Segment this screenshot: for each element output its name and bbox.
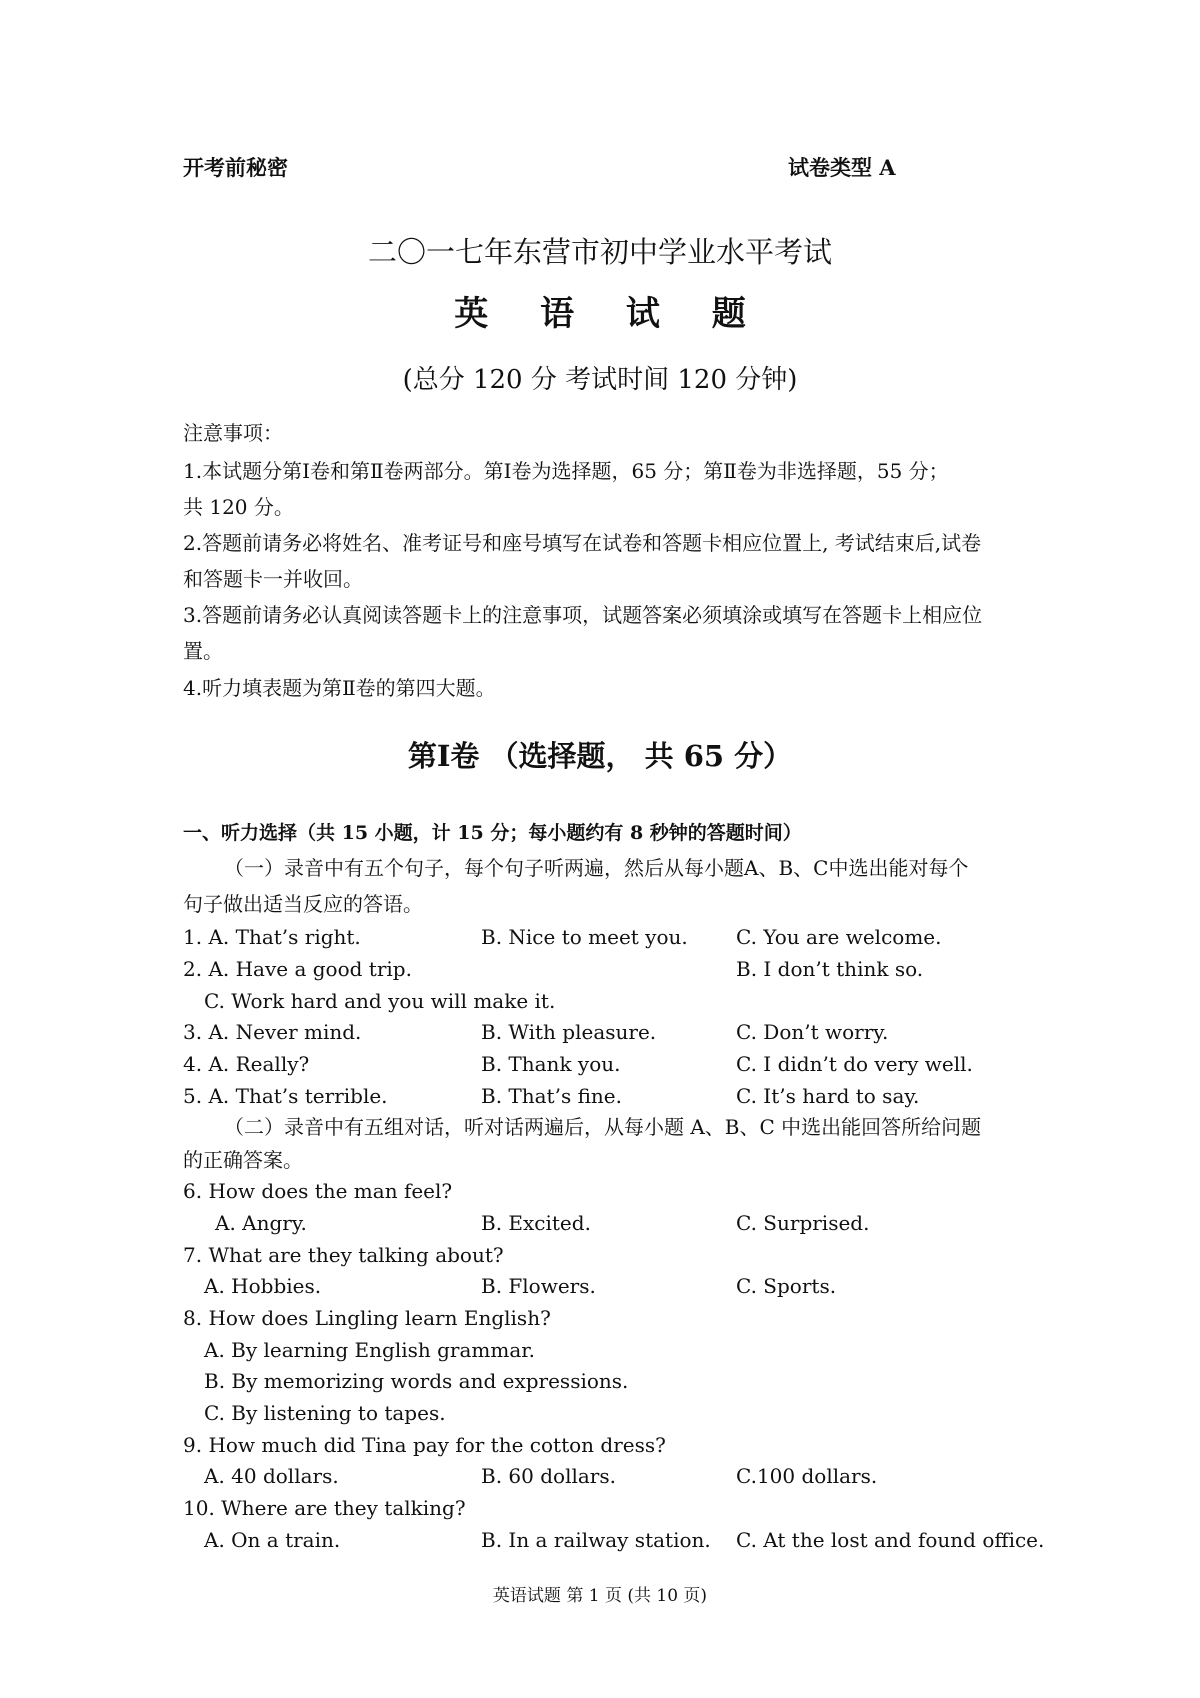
q2-option-c: C. Work hard and you will make it. [204, 989, 556, 1013]
q8-option-a: A. By learning English grammar. [204, 1338, 535, 1362]
q6-option-a: A. Angry. [215, 1211, 307, 1235]
q3-option-c: C. Don’t worry. [736, 1020, 889, 1044]
q4-option-a: 4. A. Really? [183, 1052, 310, 1076]
q1-option-b: B. Nice to meet you. [481, 925, 688, 949]
q9-option-c: C.100 dollars. [736, 1464, 878, 1488]
q6-question: 6. How does the man feel? [183, 1179, 453, 1203]
notes-line: 置。 [183, 639, 223, 663]
instruction-line: （一）录音中有五个句子，每个句子听两遍，然后从每小题A、B、C中选出能对每个 [224, 856, 969, 880]
q9-option-b: B. 60 dollars. [481, 1464, 616, 1488]
notes-line: 4.听力填表题为第Ⅱ卷的第四大题。 [183, 676, 496, 700]
q8-question: 8. How does Lingling learn English? [183, 1306, 551, 1330]
q4-option-b: B. Thank you. [481, 1052, 621, 1076]
subject-title: 英 语 试 题 [454, 294, 766, 334]
q1-option-a: 1. A. That’s right. [183, 925, 361, 949]
q7-question: 7. What are they talking about? [183, 1243, 504, 1267]
instruction-line: 的正确答案。 [183, 1148, 303, 1172]
q2-option-b: B. I don’t think so. [736, 957, 924, 981]
q7-option-c: C. Sports. [736, 1274, 837, 1298]
q10-question: 10. Where are they talking? [183, 1496, 466, 1520]
notes-line: 1.本试题分第Ⅰ卷和第Ⅱ卷两部分。第Ⅰ卷为选择题，65 分；第Ⅱ卷为非选择题，55 分； [183, 459, 949, 483]
exam-title: 二〇一七年东营市初中学业水平考试 [367, 235, 832, 269]
q3-option-b: B. With pleasure. [481, 1020, 657, 1044]
q9-question: 9. How much did Tina pay for the cotton dress? [183, 1433, 666, 1457]
q10-option-a: A. On a train. [204, 1528, 341, 1552]
notes-line: 共 120 分。 [183, 495, 294, 519]
notes-line: 和答题卡一并收回。 [183, 567, 363, 591]
q3-option-a: 3. A. Never mind. [183, 1020, 362, 1044]
q1-option-c: C. You are welcome. [736, 925, 942, 949]
part-heading: 一、听力选择（共 15 小题，计 15 分；每小题约有 8 秒钟的答题时间） [183, 822, 802, 844]
q4-option-c: C. I didn’t do very well. [736, 1052, 973, 1076]
q8-option-c: C. By listening to tapes. [204, 1401, 446, 1425]
notes-line: 3.答题前请务必认真阅读答题卡上的注意事项，试题答案必须填涂或填写在答题卡上相应位 [183, 603, 983, 627]
notes-line: 2.答题前请务必将姓名、准考证号和座号填写在试卷和答题卡相应位置上, 考试结束后,试卷 [183, 531, 982, 555]
q7-option-a: A. Hobbies. [204, 1274, 322, 1298]
notes-heading: 注意事项： [183, 421, 283, 445]
q5-option-b: B. That’s fine. [481, 1084, 622, 1108]
section-title: 第Ⅰ卷 （选择题， 共 65 分） [407, 739, 793, 773]
q10-option-b: B. In a railway station. [481, 1528, 711, 1552]
q10-option-c: C. At the lost and found office. [736, 1528, 1045, 1552]
q6-option-b: B. Excited. [481, 1211, 591, 1235]
q8-option-b: B. By memorizing words and expressions. [204, 1369, 629, 1393]
instruction-line: 句子做出适当反应的答语。 [183, 892, 423, 916]
exam-meta: (总分 120 分 考试时间 120 分钟) [402, 365, 798, 395]
q5-option-a: 5. A. That’s terrible. [183, 1084, 388, 1108]
q2-option-a: 2. A. Have a good trip. [183, 957, 412, 981]
paper-type-label: 试卷类型 A [788, 155, 896, 180]
q9-option-a: A. 40 dollars. [204, 1464, 339, 1488]
confidential-label: 开考前秘密 [183, 155, 288, 180]
page-footer: 英语试题 第 1 页 (共 10 页) [492, 1586, 708, 1606]
q5-option-c: C. It’s hard to say. [736, 1084, 920, 1108]
q6-option-c: C. Surprised. [736, 1211, 870, 1235]
q7-option-b: B. Flowers. [481, 1274, 596, 1298]
instruction-line: （二）录音中有五组对话，听对话两遍后，从每小题 A、B、C 中选出能回答所给问题 [224, 1115, 982, 1139]
